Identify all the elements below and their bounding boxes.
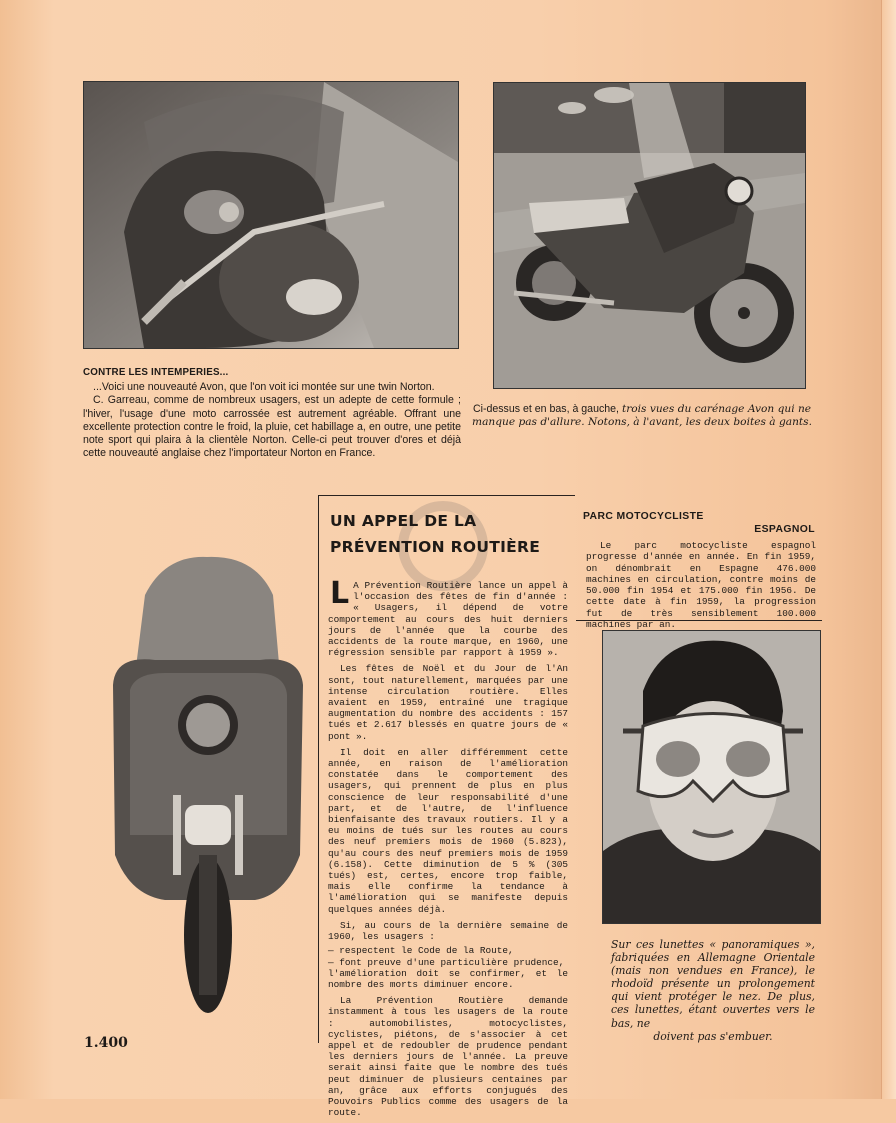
parc-body [586, 540, 816, 630]
page-edge [881, 0, 896, 1099]
article-list-item-2: — font preuve d'une particulière prudence, [328, 956, 565, 968]
caption-avon-fairing [83, 366, 461, 460]
article-title-line-2: PRÉVENTION ROUTIÈRE [330, 538, 541, 556]
caption-goggles-last-line: doivent pas s'embuer. [653, 1029, 773, 1043]
article-paragraph-5: l'amélioration doit se confirmer, et le nombre des morts diminuer encore. [328, 967, 568, 990]
parc-paragraph: Le parc motocycliste espagnol progresse d'année en année. En fin 1959, on dénombrait en Espagne 476.000 machines en circulation, contre moins de 50.000 fin 1954 et 175.000 fin 1956. De cette date à fin 1959, la progression fut de très sensiblement 100.000 machines par an. [586, 540, 816, 631]
page-number: 1.400 [84, 1035, 128, 1051]
article-paragraph-6: La Prévention Routière demande instamment à tous les usagers de la route : automobilistes, motocyclistes, cyclistes, piétons, de s'associer à cet appel et de redoubler de prudence pendant les derniers jours de l'année. La preuve serait ainsi faite que le nombre des tués peut diminuer de plusieurs centaines par an, grâce aux efforts conjugués des Pouvoirs Publics comme des usagers de la route. [328, 995, 568, 1119]
article-body [328, 576, 568, 1123]
article-list [328, 945, 568, 967]
caption-goggles [611, 938, 815, 1043]
photo-motorcycle-with-fairing-icon [494, 83, 805, 388]
photo-man-goggles [602, 630, 821, 924]
parc-divider [576, 620, 822, 621]
caption-plain-text: Ci-dessus et en bas, à gauche, [472, 403, 622, 415]
photo-man-with-goggles-icon [603, 631, 820, 923]
parc-title-line-1: PARC MOTOCYCLISTE [583, 511, 704, 522]
article-dropcap: L [330, 576, 350, 611]
parc-title-line-2: ESPAGNOL [754, 524, 815, 535]
article-paragraph-4: Si, au cours de la dernière semaine de 1960, les usagers : [328, 919, 568, 943]
caption-goggles-text: Sur ces lunettes « panoramiques », fabriquées en Allemagne Orientale (mais non vendues en France), le rhodoïd présente un prolongement qui vient protéger le nez. De plus, ces lunettes, étant ouvertes vers le bas, ne [611, 938, 815, 1030]
parc-title [583, 510, 815, 536]
article-title-line-1: UN APPEL DE LA [330, 512, 477, 530]
article-paragraph-3: Il doit en aller différemment cette année, en raison de l'amélioration constatée dans le comportement des usagers, qui prennent de plus en plus conscience de leur responsabilité d'une part, et de l'autre, de l'influence bienfaisante des travaux routiers. Il y a eu moins de tués sur les routes au cours des neuf premiers mois de 1960 (5.823), qu'au cours des neuf premiers mois de 1959 (6.158). Cette diminution de 5 % (305 tués) est, certes, encore trop faible, mais elle confirme la tendance à l'amélioration qui se manifeste depuis quelques années déjà. [328, 746, 568, 915]
article-paragraph-2: Les fêtes de Noël et du Jour de l'An sont, tout naturellement, marquées par une intense circulation routière. Elles avaient en 1959, entraîné une tragique augmentation du nombre des accidents : 157 tués et 2.617 blessés en quatre jours de « pont ». [328, 663, 568, 742]
caption-heading: CONTRE LES INTEMPERIES... [83, 367, 229, 378]
article-paragraph-1-text: A Prévention Routière lance un appel à l'occasion des fêtes de fin d'année : « Usagers, il dépend de votre comportement au cours des huit derniers jours de l'année que la courbe des accidents de la route marque, en 1960, une régression sensible par rapport à 1959 ». [328, 580, 568, 659]
caption-italic-text: trois vues du carénage Avon qui ne manque pas d'allure. Notons, à l'avant, les deux boites à gants. [472, 403, 812, 428]
caption-paragraph-2: C. Garreau, comme de nombreux usagers, est un adepte de cette formule ; l'hiver, l'usage d'une moto carrossée est autrement agréable. Offrant une excellente protection contre le froid, la pluie, cet habillage a, en outre, une petite note sport qui plaira à la clientèle Norton. Celle-ci peut trouver d'ores et déjà cette nouveauté anglaise chez l'importateur Norton en France. [83, 394, 461, 460]
photo-motorcycle-front-view-icon [105, 555, 310, 1015]
article-title [330, 508, 570, 560]
photo-motorcycle-fairing [493, 82, 806, 389]
photo-handlebars-fairing-icon [84, 82, 458, 348]
caption-three-views [468, 403, 816, 429]
photo-motorcycle-front [105, 555, 310, 1015]
article-paragraph-1 [328, 576, 568, 659]
caption-paragraph-1: ...Voici une nouveauté Avon, que l'on voit ici montée sur une twin Norton. [93, 381, 435, 394]
article-list-item-1: — respectent le Code de la Route, [328, 945, 514, 957]
photo-handlebars-fairing [83, 81, 459, 349]
